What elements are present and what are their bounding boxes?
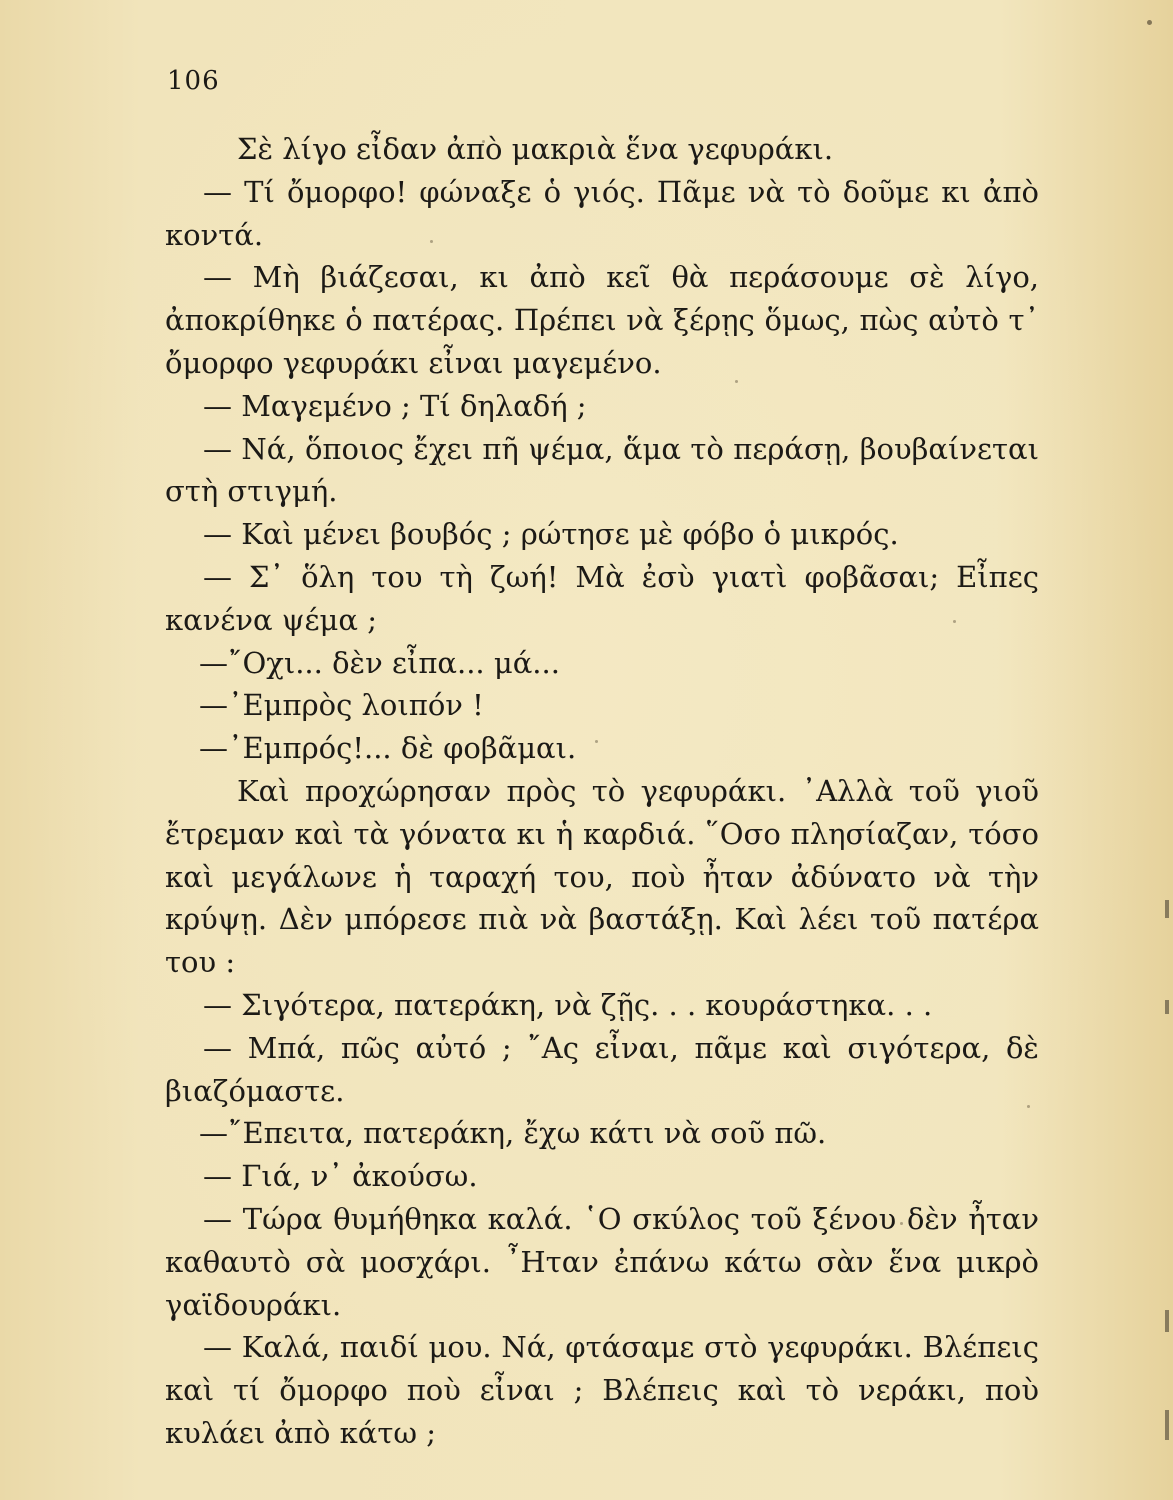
body-text <box>165 128 1039 1455</box>
page-edge-mark <box>1165 1000 1169 1014</box>
page-number: 106 <box>167 66 220 96</box>
dialogue-paragraph: — Καλά, παιδί μου. Νά, φτάσαμε στὸ γεφυράκι. Βλέπεις καὶ τί ὄμορφο ποὺ εἶναι ; Βλέπεις καὶ τὸ νεράκι, ποὺ κυλάει ἀπὸ κάτω ; <box>165 1330 1039 1450</box>
dialogue-paragraph: — Μαγεμένο ; Τί δηλαδή ; <box>203 388 587 423</box>
dialogue-paragraph: — Γιά, ν᾿ ἀκούσω. <box>203 1159 478 1194</box>
paper-speck <box>1147 20 1152 25</box>
dialogue-paragraph: —᾿Εμπρὸς λοιπόν ! <box>199 688 484 723</box>
dialogue-paragraph: — Τώρα θυμήθηκα καλά. ῾Ο σκύλος τοῦ ξένου δὲν ἦταν καθαυτὸ σὰ μοσχάρι. ῏Ηταν ἐπάνω κάτω σὰν ἕνα μικρὸ γαϊδουράκι. <box>165 1201 1039 1322</box>
dialogue-paragraph: — Καὶ μένει βουβός ; ρώτησε μὲ φόβο ὁ μικρός. <box>203 517 899 552</box>
page-edge-mark <box>1165 900 1169 918</box>
dialogue-paragraph: — Μπά, πῶς αὐτό ; ῎Ας εἶναι, πᾶμε καὶ σιγότερα, δὲ βιαζόμαστε. <box>165 1030 1039 1108</box>
dialogue-paragraph: — Σιγότερα, πατεράκη, νὰ ζῇς. . . κουράστηκα. . . <box>203 987 933 1022</box>
dialogue-paragraph: — Μὴ βιάζεσαι, κι ἀπὸ κεῖ θὰ περάσουμε σὲ λίγο, ἀποκρίθηκε ὁ πατέρας. Πρέπει νὰ ξέρῃς ὅμως, πὼς αὐτὸ τ᾿ ὄμορφο γεφυράκι εἶναι μαγεμένο. <box>165 260 1039 380</box>
dialogue-paragraph: —῎Επειτα, πατεράκη, ἔχω κάτι νὰ σοῦ πῶ. <box>199 1116 827 1151</box>
dialogue-paragraph: — Τί ὄμορφο! φώναξε ὁ γιός. Πᾶμε νὰ τὸ δοῦμε κι ἀπὸ κοντά. <box>165 174 1039 252</box>
dialogue-paragraph: —῎Οχι... δὲν εἶπα... μά... <box>199 645 560 680</box>
dialogue-paragraph: — Σ᾿ ὅλη του τὴ ζωή! Μὰ ἐσὺ γιατὶ φοβᾶσαι; Εἶπες κανένα ψέμα ; <box>165 559 1039 637</box>
page-edge-mark <box>1165 1310 1169 1332</box>
narrative-paragraph: Καὶ προχώρησαν πρὸς τὸ γεφυράκι. ᾿Αλλὰ τοῦ γιοῦ ἔτρεμαν καὶ τὰ γόνατα κι ἡ καρδιά. ῞Οσο πλησίαζαν, τόσο καὶ μεγάλωνε ἡ ταραχή του, ποὺ ἦταν ἀδύνατο νὰ τὴν κρύψῃ. Δὲν μπόρεσε πιὰ νὰ βαστάξῃ. Καὶ λέει τοῦ πατέρα του : <box>165 773 1039 980</box>
dialogue-paragraph: — Νά, ὅποιος ἔχει πῆ ψέμα, ἅμα τὸ περάσῃ, βουβαίνεται στὴ στιγμή. <box>165 431 1039 509</box>
page-edge-mark <box>1165 1410 1169 1440</box>
narrative-paragraph: Σὲ λίγο εἶδαν ἀπὸ μακριὰ ἕνα γεφυράκι. <box>237 132 834 166</box>
dialogue-paragraph: —᾿Εμπρός!... δὲ φοβᾶμαι. <box>199 731 577 766</box>
